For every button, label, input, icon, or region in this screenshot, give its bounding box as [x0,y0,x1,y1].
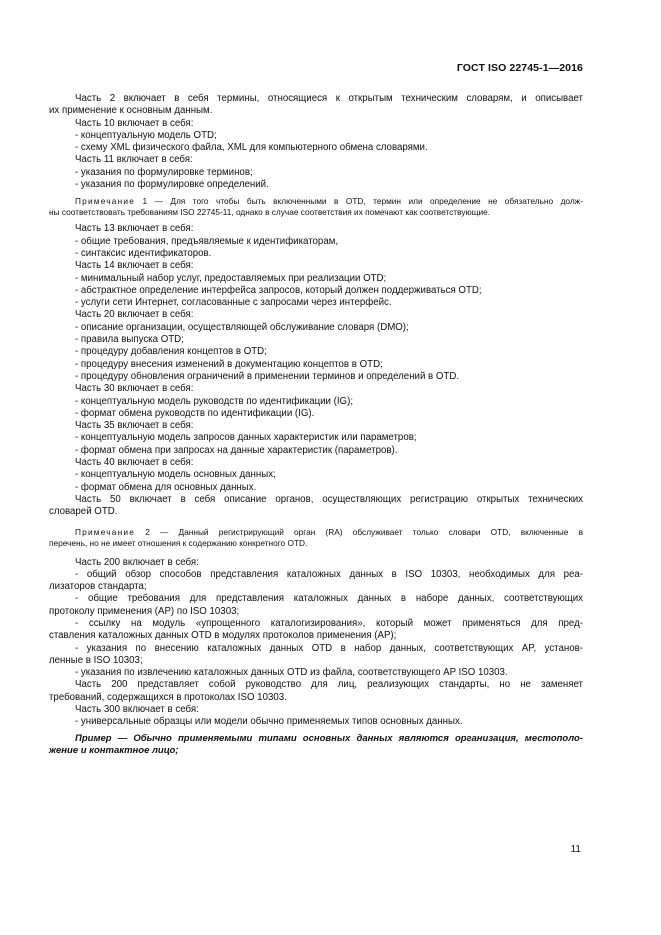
page-number: 11 [570,844,581,855]
list-item-cont: ленные в ISO 10303; [49,654,143,666]
part10-intro: Часть 10 включает в себя: [75,117,194,129]
list-item: - общие требования, предъявляемые к идентификаторам, [75,235,339,247]
part300-intro: Часть 300 включает в себя: [75,704,199,716]
example-text: жение и контактное лицо; [49,744,179,756]
part40-intro: Часть 40 включает в себя: [75,457,194,469]
part11-intro: Часть 11 включает в себя: [75,154,193,166]
list-item: - общие требования для представления каталожных данных в наборе данных, соответствующих [75,593,583,605]
part200-closing: Часть 200 представляет собой руководство для лиц, реализующих стандарты, но не заменяет [75,679,583,691]
list-item: - концептуальную модель OTD; [75,129,217,141]
list-item: - процедуру обновления ограничений в применении терминов и определений в OTD. [75,370,460,382]
note-text: ны соответствовать требованиям ISO 22745-11, однако в случае соответствия их помечают как соответствующие. [49,207,491,218]
list-item: - минимальный набор услуг, предоставляемых при реализации OTD; [75,272,387,284]
list-item: - схему XML физического файла, XML для компьютерного обмена словарями. [75,142,428,154]
list-item: - концептуальную модель запросов данных характеристик или параметров; [75,432,417,444]
list-item: - концептуальную модель руководств по идентификации (IG); [75,395,354,407]
part13-intro: Часть 13 включает в себя: [75,223,194,235]
text-line: их применение к основным данным. [49,105,213,117]
note-text: перечень, но не имеет отношения к содержанию конкретного OTD. [49,537,308,548]
paragraph-part2 [49,93,583,118]
list-item-cont: лизаторов стандарта; [49,581,147,593]
example [49,732,583,758]
list-item: - формат обмена для основных данных. [75,481,257,493]
note-1 [49,196,583,218]
note-label: Примечание [75,526,136,537]
list-item: - указания по формулировке определений. [75,179,269,191]
list-item: - формат обмена при запросах на данные характеристик (параметров). [75,444,398,456]
list-item: - указания по формулировке терминов; [75,166,253,178]
list-item: - процедуру внесения изменений в документацию концептов в OTD; [75,358,383,370]
part200-intro: Часть 200 включает в себя: [75,556,199,568]
part20-intro: Часть 20 включает в себя: [75,309,194,321]
text-line: словарей OTD. [49,506,118,518]
list-item: - формат обмена руководств по идентификации (IG). [75,407,315,419]
list-item: - описание организации, осуществляющей обслуживание словаря (DMO); [75,321,409,333]
list-item: - правила выпуска OTD; [75,334,184,346]
list-item: - универсальные образцы или модели обычно применяемых типов основных данных. [75,716,463,728]
list-item: - абстрактное определение интерфейса запросов, который должен поддерживаться OTD; [75,284,482,296]
list-item: - концептуальную модель основных данных; [75,469,276,481]
list-item: - услуги сети Интернет, согласованные с запросами через интерфейс. [75,297,392,309]
part14-intro: Часть 14 включает в себя: [75,260,194,272]
part30-intro: Часть 30 включает в себя: [75,383,194,395]
list-item: - процедуру добавления концептов в OTD; [75,346,267,358]
list-item-cont: ставления каталожных данных OTD в модулях протоколов применения (AP); [49,630,397,642]
note-text: 2 — Данный регистрирующий орган (RA) обслуживает только словари OTD, включенные в [135,526,583,537]
list-item-cont: протоколу применения (AP) по ISO 10303; [49,605,240,617]
text-line: Часть 2 включает в себя термины, относящиеся к открытым техническим словарям, и описывает [75,93,583,104]
text-line: требований, содержащихся в протоколах ISO 10303. [49,691,287,703]
list-item: - общий обзор способов представления каталожных данных в ISO 10303, необходимых для реа- [75,568,583,580]
document-code: ГОСТ ISO 22745-1—2016 [456,62,583,74]
list-item: - указания по внесению каталожных данных OTD в набор данных, соответствующих AP, установ- [75,642,583,654]
note-text: 1 — Для того чтобы быть включенными в OTD, термин или определение не обязательно долж- [135,196,583,207]
list-item: - указания по извлечению каталожных данных OTD из файла, соответствующего AP ISO 10303. [75,667,508,679]
list-item: - ссылку на модуль «упрощенного каталогизирования», который может применяться для пред- [75,617,583,629]
note-label: Примечание [75,196,136,207]
part35-intro: Часть 35 включает в себя: [75,420,194,432]
example-text: Пример — Обычно применяемыми типами основных данных являются организация, местополо- [75,732,583,744]
note-2 [49,526,583,549]
list-item: - синтаксис идентификаторов. [75,247,212,259]
paragraph-part50: Часть 50 включает в себя описание органов, осуществляющих регистрацию открытых технических [75,493,583,505]
page-content [49,93,583,757]
